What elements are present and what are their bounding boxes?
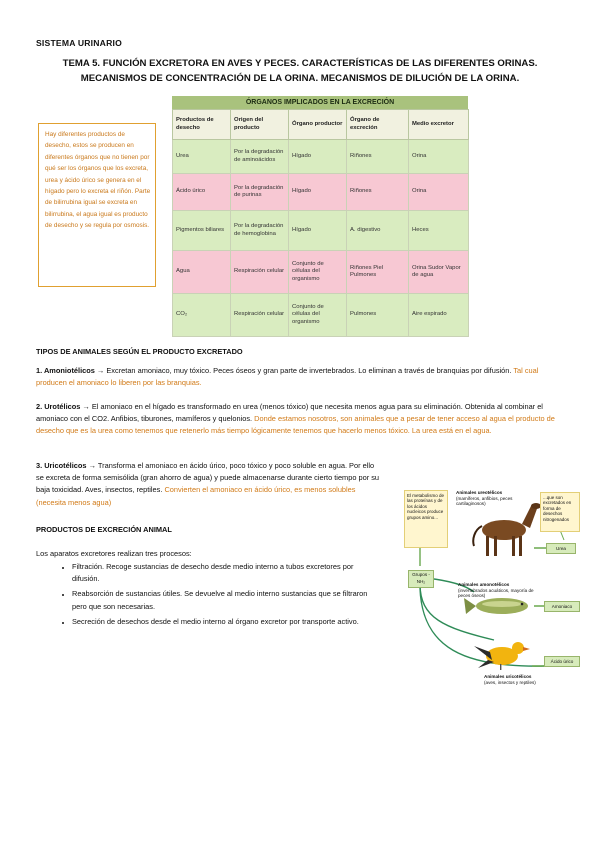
- page-title: TEMA 5. FUNCIÓN EXCRETORA EN AVES Y PECES. CARACTERÍSTICAS DE LAS DIFERENTES ORINAS. MECANISMOS DE CONCENTRACIÓN DE LA ORINA. MECANISMOS DE DILUCIÓN DE LA ORINA.: [62, 58, 538, 84]
- section-heading-products: PRODUCTOS DE EXCRECIÓN ANIMAL: [36, 525, 172, 534]
- table-cell: Respiración celular: [231, 294, 289, 337]
- table-row: [173, 174, 469, 211]
- organs-table: [172, 109, 469, 337]
- col-header: Órgano productor: [289, 110, 347, 140]
- col-header: Productos de desecho: [173, 110, 231, 140]
- table-cell: Agua: [173, 251, 231, 294]
- table-cell: CO₂: [173, 294, 231, 337]
- side-note: Hay diferentes productos de desecho, estos se producen en diferentes órganos que no tienen por qué ser los órganos que los excreta, urea y ácido úrico se genera en el hígado pero lo excreta el riñón. Parte de bilirrubina igual se excreta en bilirrubina, el agua igual es producto de desecho y se regula por osmosis.: [38, 123, 156, 287]
- table-cell: Pigmentos biliares: [173, 211, 231, 251]
- uricotelicos-title: Animales uricotélicos: [484, 674, 532, 679]
- list-item: • Filtración. Recoge sustancias de desecho desde medio interno a tubos excretores por difusión.: [72, 561, 378, 585]
- table-cell: Urea: [173, 140, 231, 174]
- paragraph-urotelicos: [36, 401, 568, 438]
- term: 1. Amoniotélicos: [36, 366, 95, 375]
- uricotelicos-sub: (aves, insectos y reptiles): [484, 680, 536, 685]
- annotation-text: Tal cual producen el amoniaco lo liberen por las branquias.: [36, 366, 539, 388]
- col-header: Órgano de excreción: [347, 110, 409, 140]
- table-cell: Por la degradación de hemoglobina: [231, 211, 289, 251]
- table-cell: Riñones Piel Pulmones: [347, 251, 409, 294]
- table-cell: Hígado: [289, 140, 347, 174]
- table-row: [173, 294, 469, 337]
- annotation-text: Convierten el amoniaco en ácido úrico, es menos solubles (necesita menos agua): [36, 485, 356, 507]
- intro-text: Los aparatos excretores realizan tres procesos:: [36, 549, 192, 558]
- table-cell: Aire espirado: [409, 294, 469, 337]
- metabolism-box: El metabolismo de las proteínas y de los ácidos nucleicos produce grupos amino...: [404, 490, 448, 548]
- paragraph-amoniotelicos: [36, 365, 568, 389]
- table-cell: Conjunto de células del organismo: [289, 294, 347, 337]
- excretion-table: [172, 96, 468, 325]
- table-cell: Respiración celular: [231, 251, 289, 294]
- col-header: Medio excretor: [409, 110, 469, 140]
- table-cell: Pulmones: [347, 294, 409, 337]
- table-row: [173, 211, 469, 251]
- table-row: [173, 251, 469, 294]
- table-cell: Orina: [409, 174, 469, 211]
- annotation-text: Donde estamos nosotros, son animales que a pesar de tener acceso al agua el producto de desecho que es la urea como tenemos que retenerlo más tiempo lógicamente tenemos que hacerlo menos tóxico. La urea está en el agua.: [36, 414, 555, 436]
- table-cell: Hígado: [289, 211, 347, 251]
- body-text: → El amoniaco en el hígado es transformado en urea (menos tóxico) que necesita menos agua para su eliminación. Obtenida al combinar el amoniaco con el CO2. Anfibios, tiburones, mamíferos y quelonios.: [36, 402, 543, 424]
- body-text: → Excretan amoniaco, muy tóxico. Peces óseos y gran parte de invertebrados. Lo eliminan a través de branquias por difusión.: [94, 366, 514, 375]
- acido-urico-label: Ácido úrico: [544, 656, 580, 667]
- amino-groups-label: Grupos -NH₂: [408, 570, 434, 588]
- table-row: [173, 140, 469, 174]
- table-cell: Heces: [409, 211, 469, 251]
- urea-label: Urea: [546, 543, 576, 554]
- table-cell: Conjunto de células del organismo: [289, 251, 347, 294]
- list-item: • Reabsorción de sustancias útiles. Se devuelve al medio interno sustancias que se filtraron pero que son necesarias.: [72, 588, 378, 612]
- document-header: SISTEMA URINARIO: [36, 38, 122, 48]
- horse-icon: [473, 503, 541, 556]
- body-text: → Transforma el amoniaco en ácido úrico, poco tóxico y poco soluble en agua. Por ello se excreta de forma semisólida (gran ahorro de agua) y puede almacenarse durante cierto tiempo por su baja toxicidad. Aves, insectos, reptiles.: [36, 461, 380, 495]
- table-cell: Hígado: [289, 174, 347, 211]
- process-list: [50, 561, 378, 631]
- table-cell: Riñones: [347, 174, 409, 211]
- excretion-figure: [404, 488, 582, 690]
- table-cell: Orina: [409, 140, 469, 174]
- fish-icon: [464, 598, 528, 614]
- ureotelicos-sub: (mamíferos, anfibios, peces cartilaginosos): [456, 496, 513, 507]
- table-cell: A. digestivo: [347, 211, 409, 251]
- table-cell: Orina Sudor Vapor de agua: [409, 251, 469, 294]
- section-heading-types: TIPOS DE ANIMALES SEGÚN EL PRODUCTO EXCRETADO: [36, 347, 243, 356]
- table-cell: Por la degradación de aminoácidos: [231, 140, 289, 174]
- table-cell: Ácido úrico: [173, 174, 231, 211]
- term: 3. Uricotélicos: [36, 461, 87, 470]
- amonotelicos-sub: (invertebrados acuáticos, mayoría de peces óseos): [458, 588, 534, 599]
- col-header: Origen del producto: [231, 110, 289, 140]
- paragraph-uricotelicos: [36, 460, 381, 509]
- amoniaco-label: Amoniaco: [544, 601, 580, 612]
- ureotelicos-title: Animales ureotélicos: [456, 490, 503, 495]
- table-cell: Por la degradación de purinas: [231, 174, 289, 211]
- amonotelicos-title: Animales amonotélicos: [458, 582, 510, 587]
- excreted-box: ...que son excretados en forma de desechos nitrogenados: [540, 492, 580, 532]
- table-title: ÓRGANOS IMPLICADOS EN LA EXCRECIÓN: [172, 96, 468, 109]
- table-cell: Riñones: [347, 140, 409, 174]
- term: 2. Urotélicos: [36, 402, 81, 411]
- list-item: • Secreción de desechos desde el medio interno al órgano excretor por transporte activo.: [72, 616, 378, 628]
